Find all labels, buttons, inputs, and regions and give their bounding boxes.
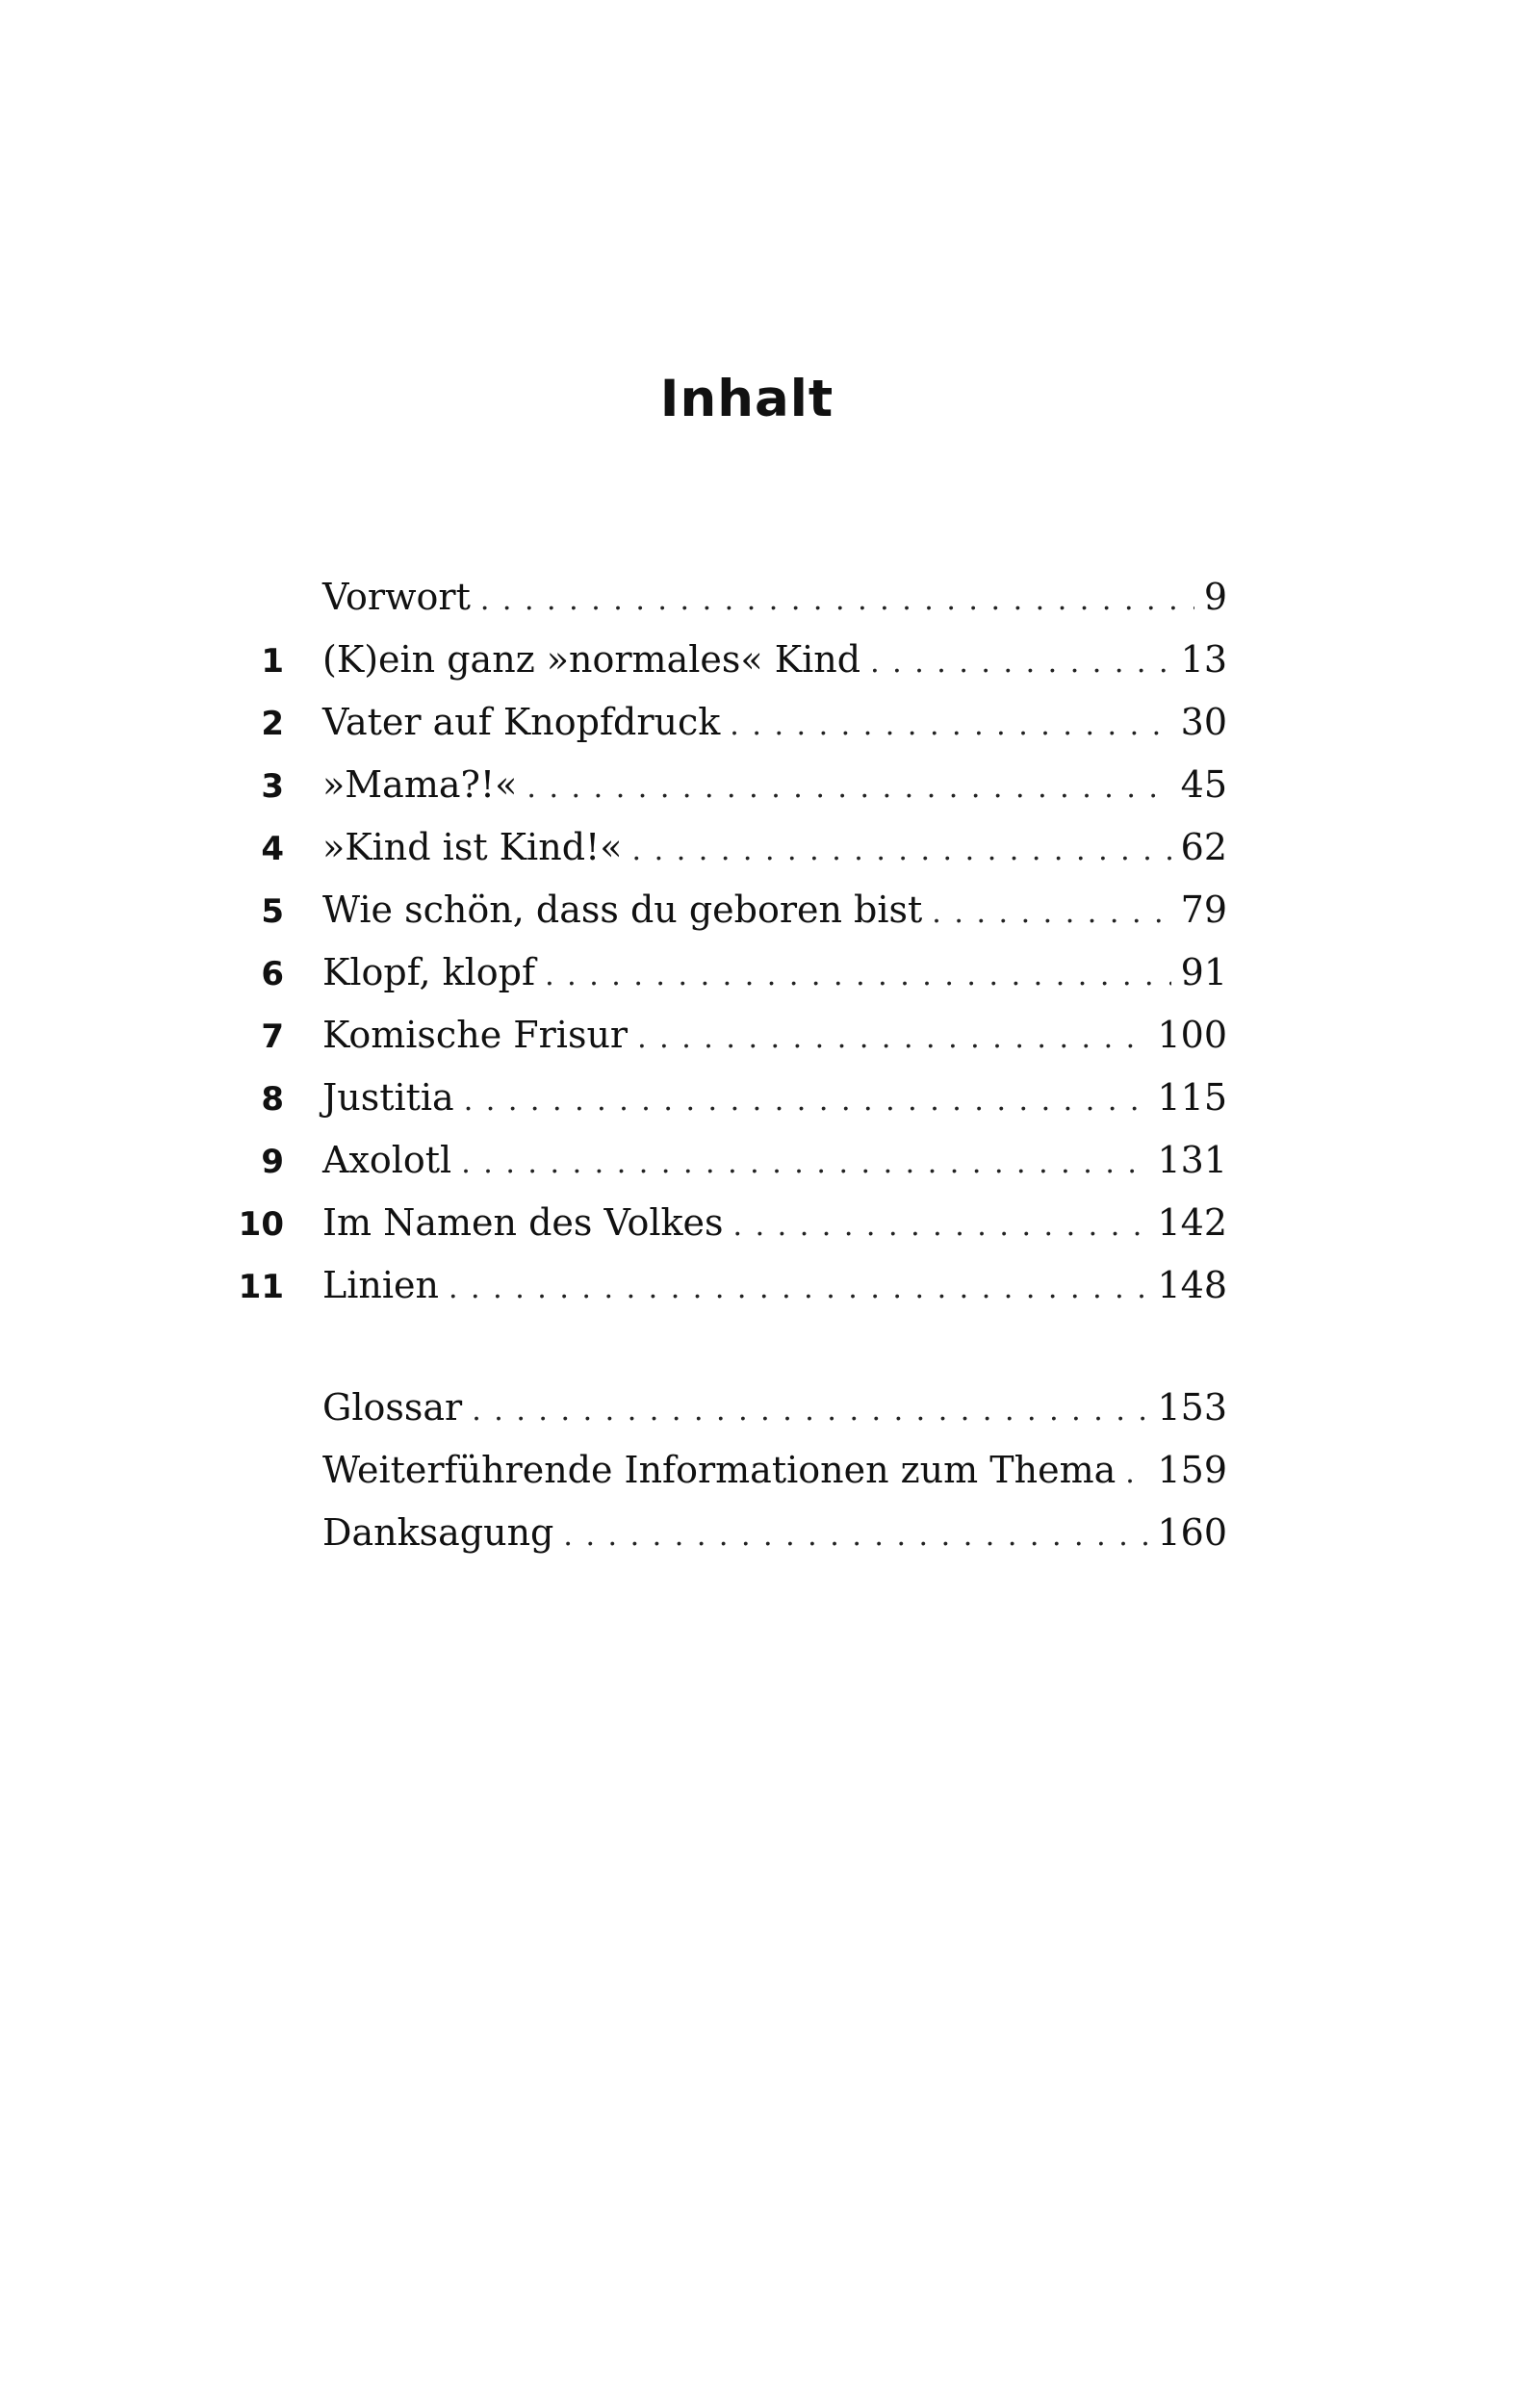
chapter-title: »Kind ist Kind!«: [322, 826, 623, 868]
page-number: 13: [1180, 638, 1227, 681]
page-number: 159: [1157, 1449, 1227, 1491]
toc-entry[interactable]: [192, 1254, 1227, 1317]
dot-leader: [480, 569, 1194, 631]
page-number: 100: [1157, 1014, 1227, 1056]
page-title: Inhalt: [659, 370, 834, 428]
toc-entry[interactable]: [192, 941, 1227, 1004]
chapter-title: Vorwort: [322, 576, 471, 618]
dot-leader: [1125, 1442, 1147, 1505]
page-number: 91: [1180, 951, 1227, 993]
page-number: 30: [1180, 701, 1227, 743]
chapter-number: 2: [261, 705, 284, 743]
page-number: 160: [1157, 1511, 1227, 1554]
chapter-number: 10: [238, 1205, 284, 1244]
back-matter-entry[interactable]: [192, 1377, 1227, 1439]
chapter-title: Im Namen des Volkes: [322, 1201, 724, 1244]
back-matter-title: Danksagung: [322, 1511, 554, 1554]
chapter-number: 7: [261, 1018, 284, 1056]
chapter-number: 6: [261, 955, 284, 993]
chapter-title: Justitia: [322, 1076, 454, 1119]
dot-leader: [932, 882, 1170, 944]
chapter-number: 9: [261, 1143, 284, 1181]
back-matter-title: Glossar: [322, 1386, 463, 1429]
chapter-number: 5: [261, 892, 284, 931]
chapter-number: 3: [261, 767, 284, 806]
dot-leader: [730, 694, 1170, 757]
back-matter-entry[interactable]: [192, 1439, 1227, 1502]
chapter-number: 11: [238, 1268, 284, 1306]
toc-entry[interactable]: [192, 1129, 1227, 1192]
toc-entry[interactable]: [192, 1067, 1227, 1129]
chapter-title: (K)ein ganz »normales« Kind: [322, 638, 861, 681]
chapter-number: 8: [261, 1080, 284, 1119]
chapter-number: 1: [261, 642, 284, 681]
dot-leader: [461, 1132, 1147, 1195]
toc-entry[interactable]: [192, 816, 1227, 879]
chapter-title: Klopf, klopf: [322, 951, 536, 993]
back-matter-entry[interactable]: [192, 1502, 1227, 1564]
dot-leader: [733, 1195, 1148, 1257]
dot-leader: [464, 1069, 1148, 1132]
dot-leader: [526, 757, 1170, 819]
page-number: 153: [1157, 1386, 1227, 1429]
toc-entry[interactable]: [192, 691, 1227, 754]
dot-leader: [472, 1379, 1147, 1442]
dot-leader: [545, 944, 1171, 1007]
dot-leader: [637, 1007, 1147, 1069]
dot-leader: [632, 819, 1171, 882]
toc-entry[interactable]: [192, 566, 1227, 629]
toc-entry[interactable]: [192, 1192, 1227, 1254]
chapter-title: »Mama?!«: [322, 763, 518, 806]
chapter-title: Axolotl: [322, 1139, 452, 1181]
dot-leader: [563, 1505, 1147, 1567]
table-of-contents: [192, 566, 1227, 1317]
page-number: 9: [1203, 576, 1227, 618]
chapter-title: Vater auf Knopfdruck: [322, 701, 721, 743]
back-matter-list: [192, 1377, 1227, 1564]
page-number: 148: [1157, 1264, 1227, 1306]
toc-entry[interactable]: [192, 629, 1227, 691]
page-number: 79: [1180, 889, 1227, 931]
page-number: 142: [1157, 1201, 1227, 1244]
page-number: 131: [1157, 1139, 1227, 1181]
chapter-title: Linien: [322, 1264, 439, 1306]
dot-leader: [870, 631, 1171, 694]
toc-entry[interactable]: [192, 1004, 1227, 1067]
toc-entry[interactable]: [192, 879, 1227, 941]
chapter-number: 4: [261, 830, 284, 868]
page-number: 62: [1180, 826, 1227, 868]
page-number: 45: [1180, 763, 1227, 806]
dot-leader: [449, 1257, 1147, 1320]
back-matter-title: Weiterführende Informationen zum Thema: [322, 1449, 1116, 1491]
chapter-title: Komische Frisur: [322, 1014, 629, 1056]
toc-entry[interactable]: [192, 754, 1227, 816]
page-number: 115: [1157, 1076, 1227, 1119]
chapter-title: Wie schön, dass du geboren bist: [322, 889, 923, 931]
